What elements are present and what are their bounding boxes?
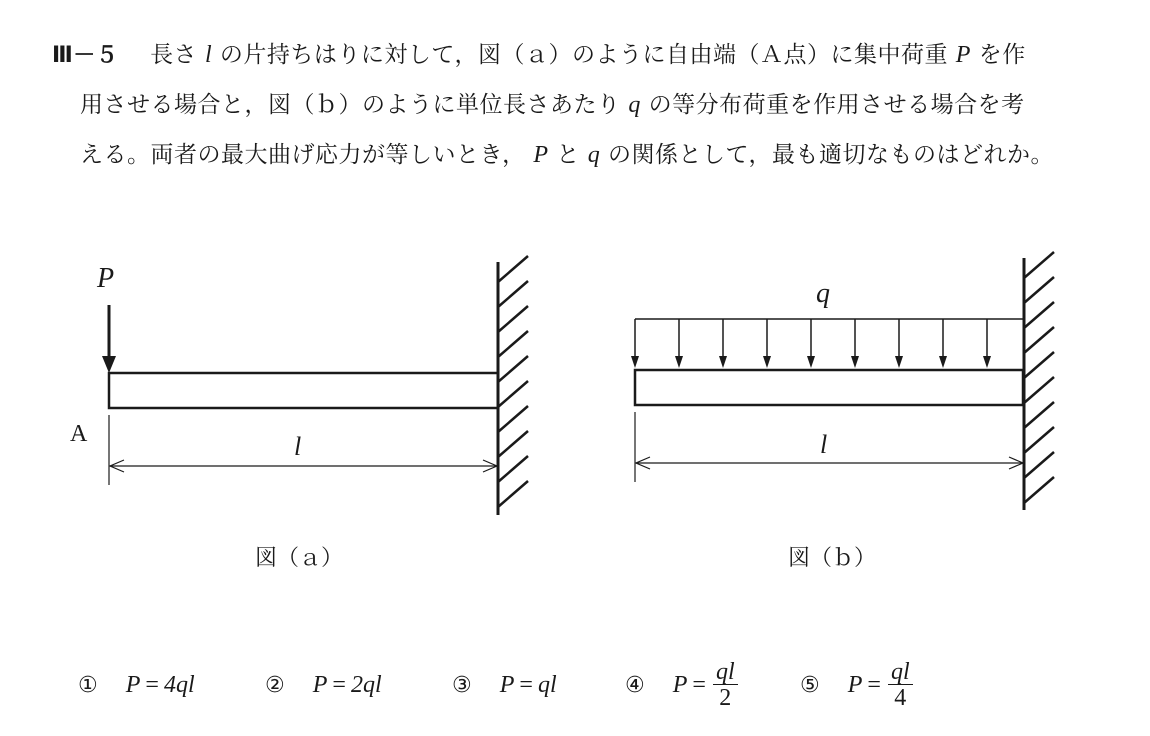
text: を作 [978, 42, 1026, 68]
caption-b: 図（ｂ） [788, 546, 877, 571]
load-arrow-head [851, 356, 859, 368]
caption-a: 図（ａ） [255, 546, 344, 571]
text: の関係として，最も適切なものはどれか。 [608, 142, 1055, 168]
var-P: P [533, 142, 549, 168]
distributed-load-arrows [631, 319, 991, 368]
length-label-a: l [294, 432, 302, 461]
load-arrow-head [719, 356, 727, 368]
choice-5[interactable]: ⑤ P = $\frac{ql}{4}$ [800, 660, 913, 710]
var-l: l [204, 42, 213, 68]
text: える。両者の最大曲げ応力が等しいとき， [80, 142, 526, 168]
load-label-q: q [816, 278, 830, 309]
var-P: P [955, 42, 971, 68]
choice-1[interactable]: ① P = 4ql [78, 671, 195, 698]
load-arrow-head [102, 356, 116, 373]
beam-b [635, 370, 1023, 405]
wall-hatch-a [498, 256, 528, 507]
wall-hatch-b [1024, 252, 1054, 503]
text: 長さ [150, 42, 198, 68]
choice-3[interactable]: ③ P = ql [452, 671, 557, 698]
length-label-b: l [820, 430, 828, 459]
fraction: $\frac{ql}{4}$ [888, 660, 913, 711]
load-arrow-head [631, 356, 639, 368]
text: と [556, 142, 580, 168]
load-arrow-head [807, 356, 815, 368]
choice-mark: ② [265, 672, 285, 698]
choice-mark: ④ [625, 672, 645, 698]
load-arrow-head [939, 356, 947, 368]
choice-2[interactable]: ② P = 2ql [265, 671, 382, 698]
text: の片持ちはりに対して，図（ａ）のように自由端（Ａ点）に集中荷重 [219, 42, 948, 68]
load-arrow-head [895, 356, 903, 368]
point-label-A: A [70, 421, 88, 447]
var-q: q [587, 142, 601, 168]
text: の等分布荷重を作用させる場合を考 [648, 92, 1025, 118]
var-q: q [628, 92, 641, 118]
beam-a [109, 373, 498, 408]
fraction: $\frac{ql}{2}$ [713, 660, 738, 711]
choice-mark: ③ [452, 672, 472, 698]
figure-a [70, 256, 528, 515]
question-number: Ⅲ－５ [52, 43, 119, 68]
load-arrow-head [763, 356, 771, 368]
text: 用させる場合と，図（ｂ）のように単位長さあたり [80, 92, 621, 118]
choice-mark: ① [78, 672, 98, 698]
load-label-P: P [97, 263, 115, 294]
choice-4[interactable]: ④ P = $\frac{ql}{2}$ [625, 660, 738, 710]
choice-mark: ⑤ [800, 672, 820, 698]
load-arrow-head [675, 356, 683, 368]
load-arrow-head [983, 356, 991, 368]
figure-b [631, 252, 1054, 510]
